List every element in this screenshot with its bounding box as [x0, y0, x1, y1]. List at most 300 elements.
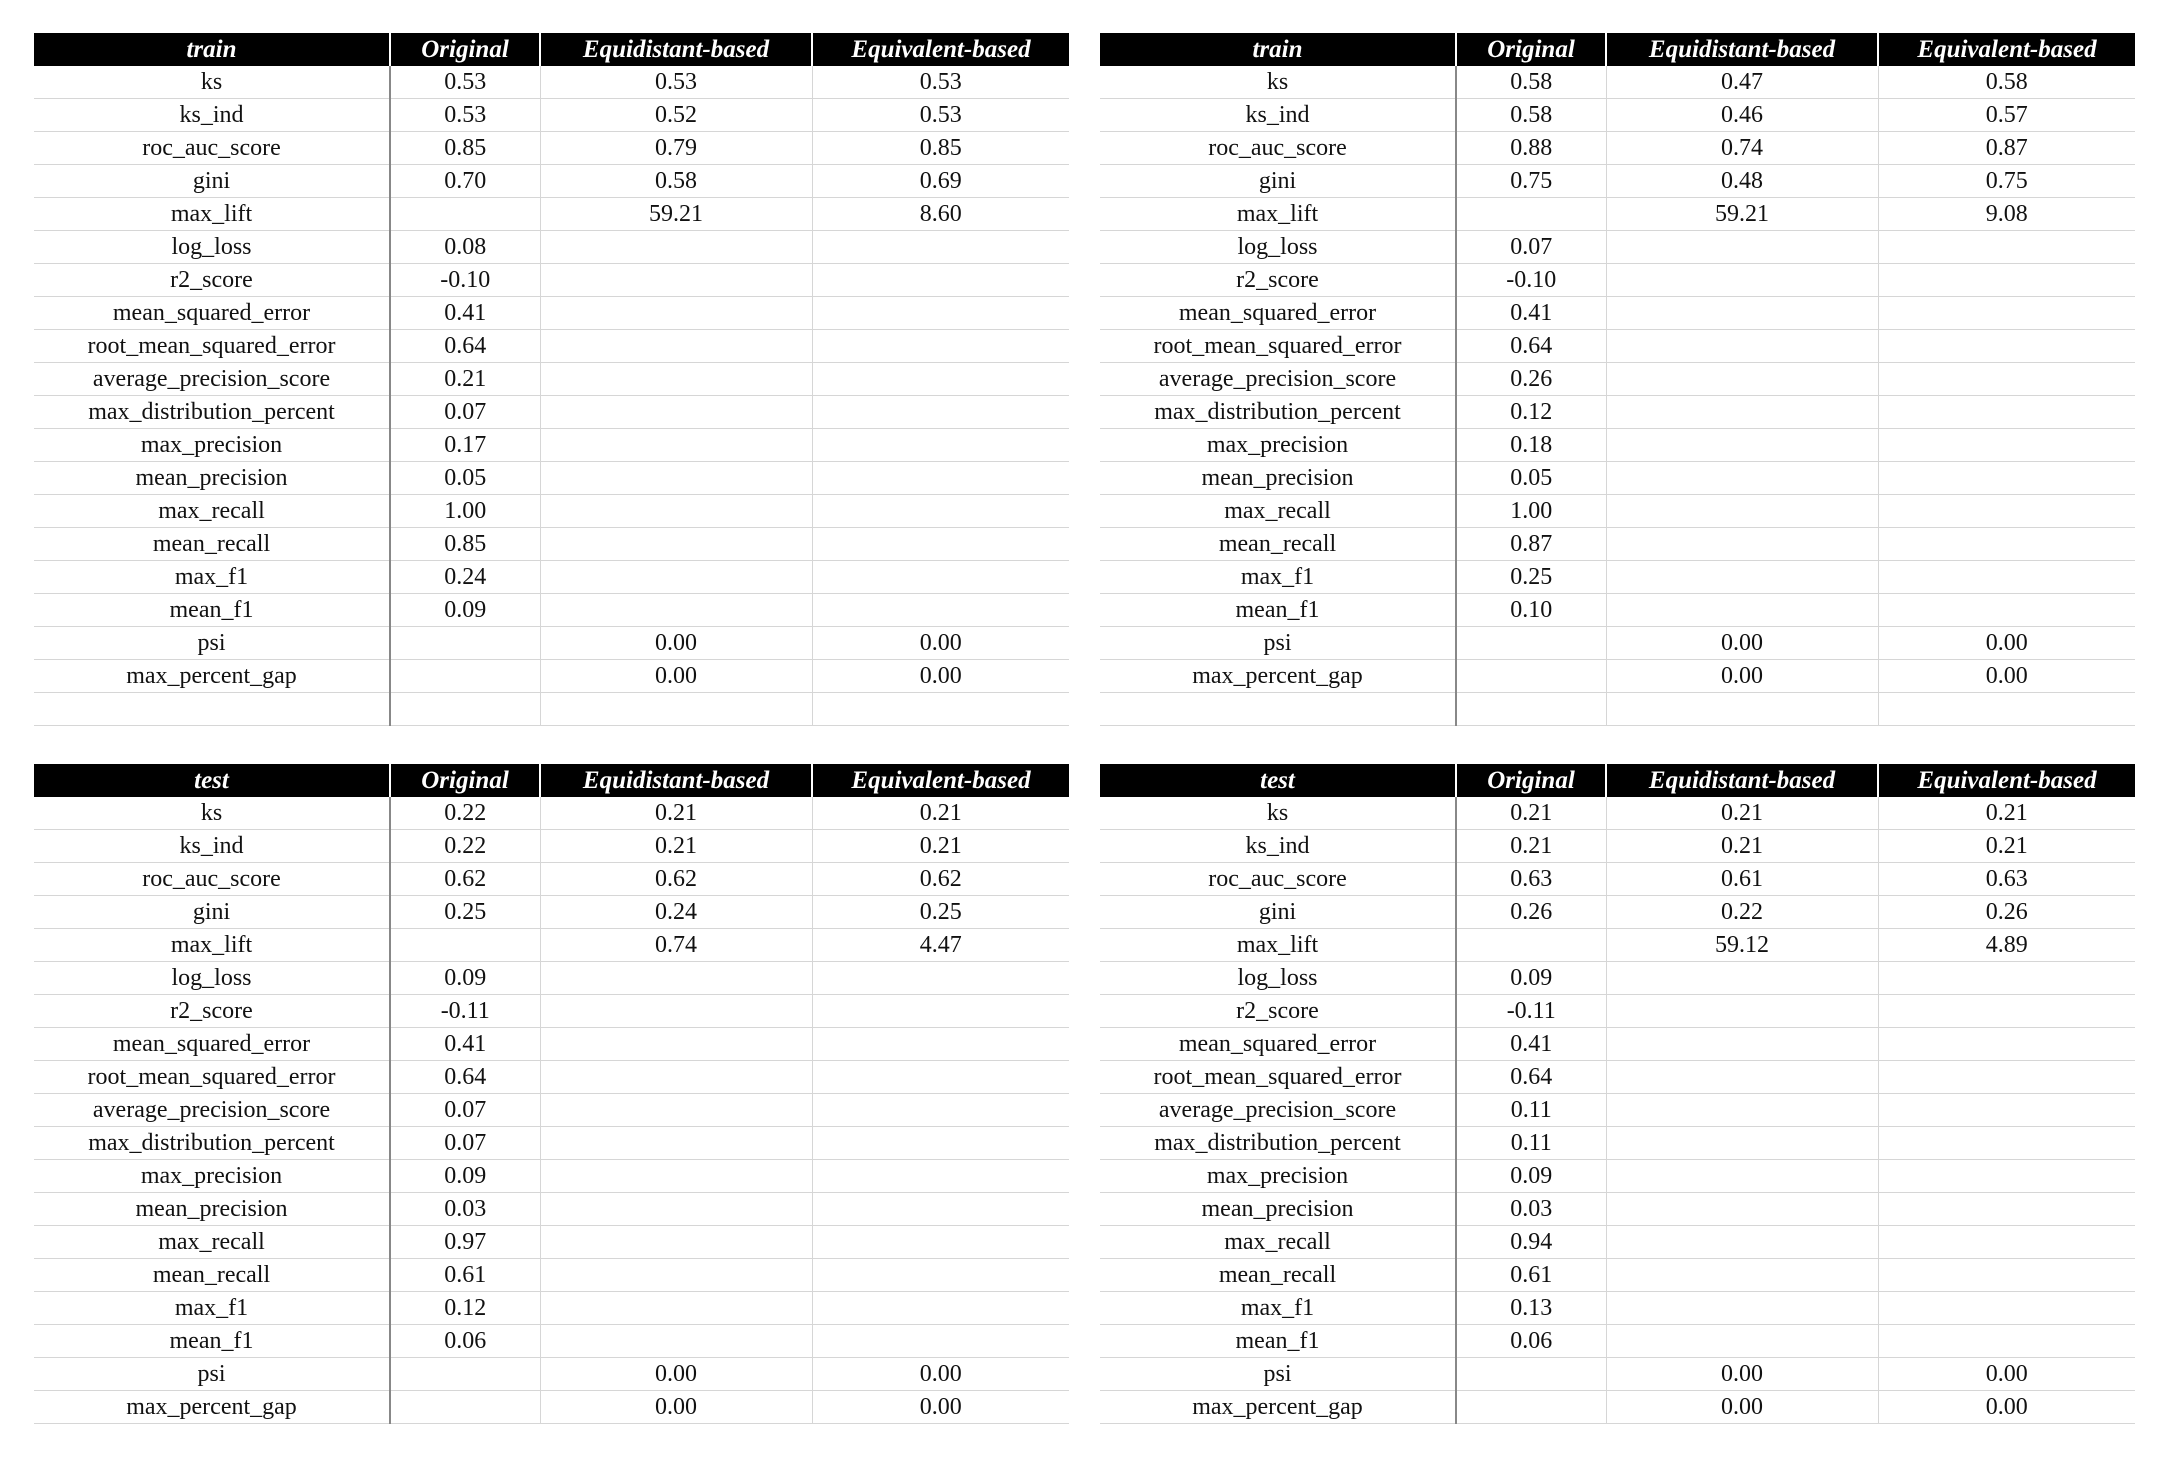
metric-name: ks	[34, 797, 390, 830]
metric-value	[1606, 1061, 1878, 1094]
metric-value: 0.61	[1456, 1259, 1606, 1292]
table-row	[1100, 995, 2135, 1028]
table-row	[1100, 561, 2135, 594]
metric-value: 0.09	[1456, 1160, 1606, 1193]
metric-name: max_distribution_percent	[34, 396, 390, 429]
metric-value	[540, 1160, 812, 1193]
table-row	[1100, 1391, 2135, 1424]
metric-name: mean_precision	[1100, 462, 1456, 495]
metric-value	[1878, 1325, 2135, 1358]
metric-value: 0.09	[390, 594, 540, 627]
metric-value	[1606, 1292, 1878, 1325]
metrics-table	[34, 764, 1069, 1424]
metric-value	[812, 264, 1069, 297]
split-header: test	[1100, 764, 1456, 797]
table-row	[34, 962, 1069, 995]
metric-value	[1878, 1028, 2135, 1061]
metric-value: 0.21	[1456, 830, 1606, 863]
metric-value: 59.12	[1606, 929, 1878, 962]
metrics-panel-test-right	[1100, 764, 2135, 1424]
metric-value	[812, 1259, 1069, 1292]
metric-value	[540, 1292, 812, 1325]
metric-name: max_lift	[1100, 198, 1456, 231]
split-header: train	[1100, 33, 1456, 66]
metric-value	[812, 962, 1069, 995]
metric-value	[1606, 429, 1878, 462]
metric-value	[812, 995, 1069, 1028]
metric-value	[1878, 462, 2135, 495]
metric-value: 0.70	[390, 165, 540, 198]
table-row	[34, 1028, 1069, 1061]
metric-value	[540, 962, 812, 995]
metric-value: 0.87	[1878, 132, 2135, 165]
metric-value: 0.03	[390, 1193, 540, 1226]
table-row	[1100, 528, 2135, 561]
metric-value: 0.05	[390, 462, 540, 495]
metric-value: 0.64	[1456, 1061, 1606, 1094]
metric-value: 0.07	[390, 1127, 540, 1160]
metric-value	[540, 495, 812, 528]
metric-value: 0.00	[1606, 660, 1878, 693]
metric-value	[540, 1061, 812, 1094]
metric-name: mean_recall	[34, 1259, 390, 1292]
table-row	[1100, 1259, 2135, 1292]
metric-value	[1606, 264, 1878, 297]
table-row	[1100, 1127, 2135, 1160]
column-header: Original	[1456, 764, 1606, 797]
metric-value	[1456, 1391, 1606, 1424]
metric-value: 0.21	[1606, 797, 1878, 830]
table-row	[1100, 1325, 2135, 1358]
metric-value	[540, 297, 812, 330]
metric-value: 0.00	[812, 1358, 1069, 1391]
spacer-row	[1100, 693, 2135, 726]
table-row	[34, 1259, 1069, 1292]
metric-value: 8.60	[812, 198, 1069, 231]
metric-value: 4.89	[1878, 929, 2135, 962]
metric-value: -0.11	[390, 995, 540, 1028]
metric-value	[812, 231, 1069, 264]
table-row	[34, 1325, 1069, 1358]
metric-name: mean_squared_error	[34, 297, 390, 330]
table-row	[34, 1160, 1069, 1193]
metric-name: max_precision	[1100, 1160, 1456, 1193]
metric-value: 0.69	[812, 165, 1069, 198]
metric-value	[1878, 1127, 2135, 1160]
metric-name: r2_score	[34, 264, 390, 297]
metric-value	[812, 1028, 1069, 1061]
metric-value: 0.00	[1606, 1391, 1878, 1424]
metric-value	[1878, 1160, 2135, 1193]
metric-name: max_distribution_percent	[1100, 1127, 1456, 1160]
metric-value	[812, 528, 1069, 561]
metric-name: ks_ind	[1100, 99, 1456, 132]
metric-value: 0.25	[1456, 561, 1606, 594]
metric-value: 0.97	[390, 1226, 540, 1259]
header-row	[1100, 764, 2135, 797]
table-row	[1100, 396, 2135, 429]
metric-value: 0.25	[812, 896, 1069, 929]
metric-value	[1606, 1259, 1878, 1292]
metric-value: 0.74	[540, 929, 812, 962]
metric-name: mean_squared_error	[1100, 1028, 1456, 1061]
metric-value: -0.10	[1456, 264, 1606, 297]
metric-value	[1606, 1094, 1878, 1127]
metric-value	[812, 396, 1069, 429]
metric-name: mean_recall	[1100, 528, 1456, 561]
table-row	[34, 363, 1069, 396]
metric-value: 0.09	[1456, 962, 1606, 995]
table-row	[1100, 962, 2135, 995]
metric-value	[812, 1292, 1069, 1325]
metric-value: 0.64	[1456, 330, 1606, 363]
metric-value: 0.21	[812, 797, 1069, 830]
metric-value: 0.09	[390, 962, 540, 995]
metric-value: 0.26	[1878, 896, 2135, 929]
metric-name: max_percent_gap	[1100, 1391, 1456, 1424]
metric-value: 0.24	[390, 561, 540, 594]
metric-value: 0.12	[1456, 396, 1606, 429]
metric-value: 0.11	[1456, 1094, 1606, 1127]
metrics-table	[34, 33, 1069, 726]
metric-name: log_loss	[34, 231, 390, 264]
metric-value: 0.41	[390, 297, 540, 330]
metric-value	[812, 1094, 1069, 1127]
metric-value: 0.00	[1878, 627, 2135, 660]
metric-value	[540, 429, 812, 462]
metric-value	[812, 363, 1069, 396]
metric-value: 0.00	[812, 627, 1069, 660]
table-row	[1100, 594, 2135, 627]
metric-value: 0.10	[1456, 594, 1606, 627]
metric-value: 59.21	[1606, 198, 1878, 231]
metric-value: 0.41	[390, 1028, 540, 1061]
metric-value: 0.21	[540, 797, 812, 830]
metric-value	[540, 995, 812, 1028]
spacer-row	[34, 693, 1069, 726]
metric-value	[1456, 660, 1606, 693]
metric-value: 0.53	[812, 66, 1069, 99]
metric-value: 0.09	[390, 1160, 540, 1193]
metric-value: 4.47	[812, 929, 1069, 962]
table-row	[1100, 165, 2135, 198]
metric-value	[812, 429, 1069, 462]
metric-value	[1878, 1292, 2135, 1325]
metric-value: 0.48	[1606, 165, 1878, 198]
metric-value	[1878, 429, 2135, 462]
metric-value: 0.00	[540, 660, 812, 693]
metric-value	[1606, 297, 1878, 330]
table-row	[34, 231, 1069, 264]
metric-name: max_precision	[34, 1160, 390, 1193]
metric-value	[1878, 330, 2135, 363]
metric-value	[540, 363, 812, 396]
metric-value: 0.74	[1606, 132, 1878, 165]
metric-name: max_recall	[34, 1226, 390, 1259]
metric-value: 0.12	[390, 1292, 540, 1325]
metric-value: 0.41	[1456, 297, 1606, 330]
table-row	[34, 561, 1069, 594]
metric-name: average_precision_score	[1100, 1094, 1456, 1127]
split-header: train	[34, 33, 390, 66]
table-row	[34, 132, 1069, 165]
metric-value: 0.61	[390, 1259, 540, 1292]
metric-value: 0.63	[1878, 863, 2135, 896]
metric-value: 0.52	[540, 99, 812, 132]
metric-value: 0.63	[1456, 863, 1606, 896]
metric-value: 0.00	[1878, 1391, 2135, 1424]
metric-name: max_lift	[34, 929, 390, 962]
metric-value: 0.64	[390, 1061, 540, 1094]
metric-value	[1878, 594, 2135, 627]
metrics-table	[1100, 33, 2135, 726]
metric-value	[540, 528, 812, 561]
table-row	[34, 330, 1069, 363]
metric-value: 0.21	[1878, 830, 2135, 863]
table-row	[1100, 1358, 2135, 1391]
metric-value: 0.22	[1606, 896, 1878, 929]
metric-value	[1878, 962, 2135, 995]
table-row	[34, 863, 1069, 896]
table-row	[1100, 1061, 2135, 1094]
table-row	[34, 198, 1069, 231]
metric-value	[1606, 495, 1878, 528]
metric-name: r2_score	[1100, 995, 1456, 1028]
metric-value	[540, 594, 812, 627]
metrics-panel-test-left	[34, 764, 1069, 1424]
metric-value: 0.87	[1456, 528, 1606, 561]
metric-value	[812, 1325, 1069, 1358]
metric-value	[390, 1391, 540, 1424]
metric-value	[1606, 1028, 1878, 1061]
metric-name: ks_ind	[34, 99, 390, 132]
metric-value	[1878, 1193, 2135, 1226]
metric-value	[390, 1358, 540, 1391]
metric-value	[540, 462, 812, 495]
metric-value	[1606, 1325, 1878, 1358]
metric-value	[1606, 594, 1878, 627]
column-header: Equidistant-based	[540, 33, 812, 66]
metric-value: 0.21	[540, 830, 812, 863]
metric-name: average_precision_score	[34, 1094, 390, 1127]
metric-value: 0.17	[390, 429, 540, 462]
metric-name: roc_auc_score	[34, 132, 390, 165]
header-row	[1100, 33, 2135, 66]
metric-value	[1878, 1061, 2135, 1094]
metric-name: max_percent_gap	[34, 1391, 390, 1424]
column-header: Equivalent-based	[1878, 33, 2135, 66]
metric-value: 0.88	[1456, 132, 1606, 165]
metric-value: 0.26	[1456, 896, 1606, 929]
metric-name: mean_precision	[1100, 1193, 1456, 1226]
table-row	[1100, 495, 2135, 528]
table-row	[1100, 1028, 2135, 1061]
table-row	[34, 1292, 1069, 1325]
metric-value: 0.58	[1456, 99, 1606, 132]
table-row	[34, 660, 1069, 693]
metric-value	[1606, 462, 1878, 495]
metric-value: 0.62	[812, 863, 1069, 896]
metrics-table	[1100, 764, 2135, 1424]
metric-value: 0.06	[1456, 1325, 1606, 1358]
metric-value	[540, 396, 812, 429]
metric-name: max_f1	[1100, 1292, 1456, 1325]
metric-name: mean_squared_error	[1100, 297, 1456, 330]
table-row	[1100, 132, 2135, 165]
metric-value: 0.94	[1456, 1226, 1606, 1259]
metric-value	[1606, 1127, 1878, 1160]
metric-value	[1606, 561, 1878, 594]
metric-value: 0.53	[390, 99, 540, 132]
metric-name: max_distribution_percent	[34, 1127, 390, 1160]
metric-value: 0.41	[1456, 1028, 1606, 1061]
table-row	[1100, 198, 2135, 231]
metric-value	[1878, 264, 2135, 297]
metric-name: mean_f1	[1100, 1325, 1456, 1358]
metric-value: 0.00	[1606, 1358, 1878, 1391]
metric-name: max_percent_gap	[1100, 660, 1456, 693]
metric-value	[1878, 495, 2135, 528]
metric-value	[812, 1226, 1069, 1259]
metric-value	[812, 561, 1069, 594]
metric-value: 0.21	[812, 830, 1069, 863]
table-row	[1100, 1193, 2135, 1226]
metric-name: root_mean_squared_error	[1100, 1061, 1456, 1094]
metric-value	[1878, 1094, 2135, 1127]
metric-value	[812, 495, 1069, 528]
header-row	[34, 33, 1069, 66]
metric-value	[1456, 929, 1606, 962]
table-row	[1100, 363, 2135, 396]
metric-value	[540, 1259, 812, 1292]
metric-name: max_percent_gap	[34, 660, 390, 693]
metric-value	[1456, 627, 1606, 660]
table-row	[1100, 297, 2135, 330]
table-row	[34, 797, 1069, 830]
metric-name: max_precision	[34, 429, 390, 462]
metric-value	[1606, 1226, 1878, 1259]
table-row	[1100, 264, 2135, 297]
metric-name: roc_auc_score	[1100, 863, 1456, 896]
metric-value	[1456, 198, 1606, 231]
table-row	[1100, 1292, 2135, 1325]
metric-value	[812, 462, 1069, 495]
metric-value: 59.21	[540, 198, 812, 231]
metric-name: mean_recall	[34, 528, 390, 561]
table-row	[34, 1391, 1069, 1424]
metric-name: ks	[1100, 797, 1456, 830]
metric-value: 0.00	[812, 660, 1069, 693]
metric-value: 0.26	[1456, 363, 1606, 396]
table-row	[1100, 231, 2135, 264]
table-row	[34, 627, 1069, 660]
table-row	[34, 264, 1069, 297]
table-row	[34, 297, 1069, 330]
metric-name: max_recall	[1100, 495, 1456, 528]
metric-value	[1878, 297, 2135, 330]
metric-name: average_precision_score	[34, 363, 390, 396]
table-row	[1100, 462, 2135, 495]
metrics-panel-train-right	[1100, 33, 2135, 726]
table-row	[34, 99, 1069, 132]
table-row	[1100, 929, 2135, 962]
table-row	[1100, 896, 2135, 929]
metric-value	[1606, 962, 1878, 995]
metric-name: r2_score	[34, 995, 390, 1028]
metric-value: 0.64	[390, 330, 540, 363]
metric-value	[540, 561, 812, 594]
metric-value: 0.21	[1456, 797, 1606, 830]
metric-name: mean_precision	[34, 462, 390, 495]
metric-name: log_loss	[1100, 962, 1456, 995]
metric-value: 9.08	[1878, 198, 2135, 231]
metric-name: max_f1	[34, 1292, 390, 1325]
table-row	[1100, 660, 2135, 693]
metric-name: gini	[34, 165, 390, 198]
metric-value	[812, 1061, 1069, 1094]
metric-value	[390, 627, 540, 660]
table-row	[34, 995, 1069, 1028]
metric-value	[390, 929, 540, 962]
metric-value	[1878, 528, 2135, 561]
metric-value: 0.21	[1606, 830, 1878, 863]
metric-value	[540, 231, 812, 264]
metric-name: root_mean_squared_error	[34, 330, 390, 363]
metric-value: 0.75	[1878, 165, 2135, 198]
metric-value	[540, 330, 812, 363]
metric-value	[812, 594, 1069, 627]
metrics-panel-train-left	[34, 33, 1069, 726]
metric-name: psi	[34, 627, 390, 660]
metric-value: 0.06	[390, 1325, 540, 1358]
metric-name: max_f1	[1100, 561, 1456, 594]
table-row	[34, 495, 1069, 528]
metric-name: max_recall	[34, 495, 390, 528]
table-row	[1100, 429, 2135, 462]
metric-value	[1606, 1160, 1878, 1193]
table-row	[1100, 1160, 2135, 1193]
metric-value	[1878, 231, 2135, 264]
metric-value	[540, 1028, 812, 1061]
metric-value: 0.46	[1606, 99, 1878, 132]
metric-value: 0.21	[1878, 797, 2135, 830]
table-row	[34, 830, 1069, 863]
metric-name: root_mean_squared_error	[1100, 330, 1456, 363]
table-row	[34, 165, 1069, 198]
metric-name: log_loss	[34, 962, 390, 995]
table-row	[34, 929, 1069, 962]
table-row	[34, 1193, 1069, 1226]
table-row	[1100, 330, 2135, 363]
metric-value: 0.61	[1606, 863, 1878, 896]
table-row	[34, 429, 1069, 462]
header-row	[34, 764, 1069, 797]
metric-value	[1878, 1259, 2135, 1292]
metric-name: ks_ind	[34, 830, 390, 863]
metric-name: root_mean_squared_error	[34, 1061, 390, 1094]
metric-value: 0.85	[812, 132, 1069, 165]
table-row	[34, 396, 1069, 429]
metric-name: max_lift	[34, 198, 390, 231]
table-row	[34, 1358, 1069, 1391]
metric-value	[540, 264, 812, 297]
metric-value: 0.22	[390, 830, 540, 863]
metric-value	[390, 660, 540, 693]
table-row	[34, 1094, 1069, 1127]
metric-value	[1606, 330, 1878, 363]
metric-value: 0.85	[390, 528, 540, 561]
metric-value	[1606, 1193, 1878, 1226]
